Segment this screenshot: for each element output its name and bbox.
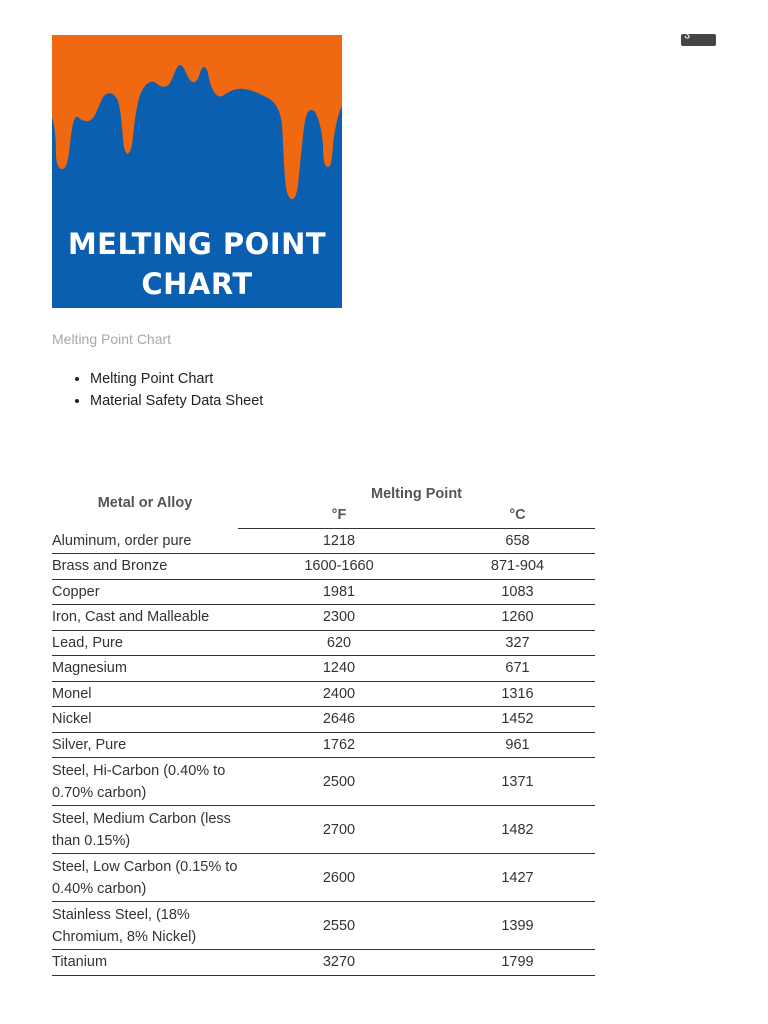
value-celsius: 871-904	[440, 554, 595, 580]
value-celsius: 1399	[440, 902, 595, 950]
value-celsius: 961	[440, 732, 595, 758]
value-fahrenheit: 2550	[238, 902, 440, 950]
metal-name: Titanium	[52, 950, 238, 976]
value-fahrenheit: 1981	[238, 579, 440, 605]
header-metal-or-alloy: Metal or Alloy	[97, 495, 193, 512]
header-fahrenheit: °F	[238, 502, 440, 529]
hero-title-line1: MELTING POINT	[67, 227, 327, 261]
value-celsius: 658	[440, 529, 595, 554]
table-row	[52, 579, 595, 605]
table-row	[52, 854, 595, 902]
metal-name: Steel, Hi-Carbon (0.40% to 0.70% carbon)	[52, 758, 238, 806]
header-celsius: °C	[440, 502, 595, 529]
value-celsius: 327	[440, 630, 595, 656]
value-fahrenheit: 1600-1660	[238, 554, 440, 580]
melting-point-table	[52, 478, 595, 976]
value-fahrenheit: 2500	[238, 758, 440, 806]
table-row	[52, 950, 595, 976]
list-item-melting-point-chart[interactable]: • Melting Point Chart	[90, 368, 263, 390]
value-fahrenheit: 2600	[238, 854, 440, 902]
melting-point-chart-image	[52, 35, 342, 308]
table-row	[52, 630, 595, 656]
metal-name: Stainless Steel, (18% Chromium, 8% Nickel)	[52, 902, 238, 950]
table-row	[52, 806, 595, 854]
table-row	[52, 681, 595, 707]
value-fahrenheit: 3270	[238, 950, 440, 976]
header-melting-point: Melting Point	[370, 486, 462, 502]
metal-name: Lead, Pure	[52, 630, 238, 656]
share-icon[interactable]	[681, 28, 716, 46]
link-list	[72, 368, 263, 412]
metal-name: Brass and Bronze	[52, 554, 238, 580]
value-celsius: 1482	[440, 806, 595, 854]
value-celsius: 1452	[440, 707, 595, 733]
table-row	[52, 529, 595, 554]
table-row	[52, 707, 595, 733]
value-celsius: 1799	[440, 950, 595, 976]
metal-name: Monel	[52, 681, 238, 707]
image-caption: Melting Point Chart	[52, 331, 172, 347]
table-row	[52, 605, 595, 631]
table-row	[52, 758, 595, 806]
list-item-msds[interactable]: • Material Safety Data Sheet	[90, 390, 263, 412]
value-fahrenheit: 2400	[238, 681, 440, 707]
value-fahrenheit: 1218	[238, 529, 440, 554]
value-fahrenheit: 2700	[238, 806, 440, 854]
value-fahrenheit: 2646	[238, 707, 440, 733]
hero-title-line2: CHART	[141, 267, 253, 301]
metal-name: Steel, Medium Carbon (less than 0.15%)	[52, 806, 238, 854]
value-celsius: 1316	[440, 681, 595, 707]
metal-name: Steel, Low Carbon (0.15% to 0.40% carbon)	[52, 854, 238, 902]
value-celsius: 1427	[440, 854, 595, 902]
value-celsius: 1260	[440, 605, 595, 631]
value-fahrenheit: 1240	[238, 656, 440, 682]
value-celsius: 1083	[440, 579, 595, 605]
metal-name: Iron, Cast and Malleable	[52, 605, 238, 631]
metal-name: Aluminum, order pure	[52, 529, 238, 554]
table-row	[52, 554, 595, 580]
metal-name: Nickel	[52, 707, 238, 733]
value-celsius: 1371	[440, 758, 595, 806]
metal-name: Magnesium	[52, 656, 238, 682]
table-row	[52, 732, 595, 758]
value-fahrenheit: 2300	[238, 605, 440, 631]
table-row	[52, 902, 595, 950]
metal-name: Silver, Pure	[52, 732, 238, 758]
value-fahrenheit: 620	[238, 630, 440, 656]
table-row	[52, 656, 595, 682]
share-icon-glyph: ऽ	[684, 28, 691, 43]
value-celsius: 671	[440, 656, 595, 682]
value-fahrenheit: 1762	[238, 732, 440, 758]
metal-name: Copper	[52, 579, 238, 605]
